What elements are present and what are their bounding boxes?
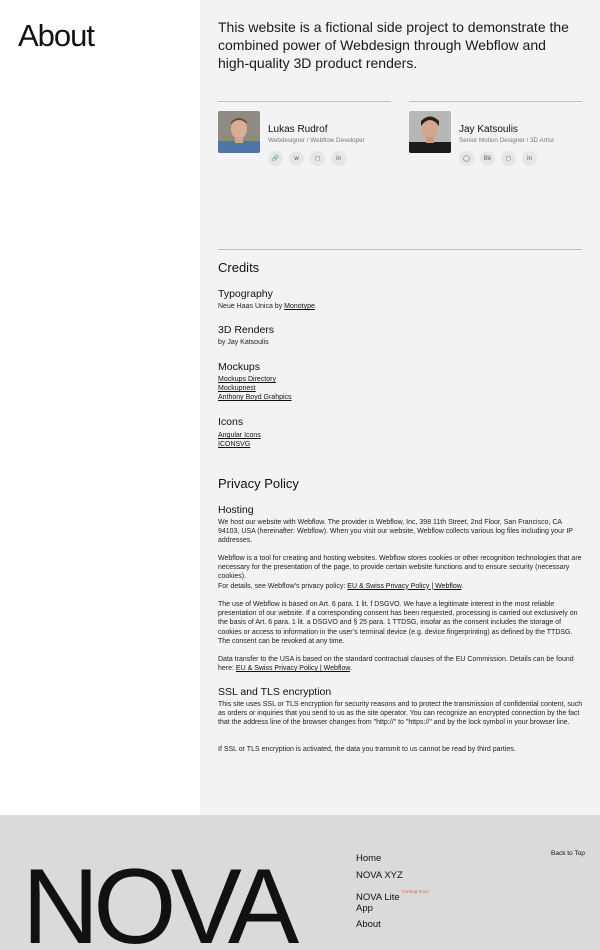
intro-text: This website is a fictional side project to demonstrate the combined power of Webdesign through Webflow and high-quality 3D product renders. [218, 19, 569, 72]
privacy-heading: Privacy Policy [218, 476, 299, 491]
member-name: Lukas Rudrof [268, 124, 328, 135]
renders-heading: 3D Renders [218, 324, 275, 336]
behance-icon[interactable]: Bē [480, 151, 495, 166]
footer-nav [356, 851, 429, 934]
section-divider [218, 249, 582, 250]
hosting-p2-text: Webflow is a tool for creating and hosting websites. Webflow stores cookies or other recognition technologies that are necessary for the presentation of the page, to provide certain website functions and to ensure security (necessary cookies). [218, 555, 582, 581]
hosting-paragraph-3: The use of Webflow is based on Art. 6 para. 1 lit. f DSGVO. We have a legitimate interest in the most reliable presentation of our website. If a corresponding consent has been requested, processing is carried out exclusively on the basis of Art. 6 para. 1 lit. a DSGVO and § 25 para. 1 TTDSG, insofar as the consent includes the storage of cookies or access to information in the user’s terminal device (e.g. device fingerprinting) as defined by the TTDSG. The consent can be revoked at any time. [218, 601, 578, 645]
left-column [0, 0, 200, 815]
icons-links [218, 431, 261, 449]
hosting-heading: Hosting [218, 504, 254, 516]
dribbble-icon[interactable]: ◯ [459, 151, 474, 166]
team-member-card [218, 101, 391, 162]
social-links [268, 151, 346, 166]
nav-about[interactable]: About [356, 919, 381, 930]
ssl-paragraph-2: If SSL or TLS encryption is activated, the data you transmit to us cannot be read by third parties. [218, 746, 516, 753]
mockups-heading: Mockups [218, 361, 261, 373]
nav-nova-lite-row [356, 884, 429, 901]
member-role: Webdesigner / Webflow Developer [268, 137, 365, 144]
member-name: Jay Katsoulis [459, 124, 518, 135]
renders-credit: by Jay Katsoulis [218, 339, 269, 346]
footer [0, 815, 600, 950]
team-member-card [409, 101, 582, 162]
webflow-privacy-link-2[interactable]: EU & Swiss Privacy Policy | Webflow [235, 665, 351, 673]
webflow-icon[interactable]: w [289, 151, 304, 166]
brand-wordmark: NOVA [22, 846, 294, 950]
coming-soon-badge: Coming Soon [401, 889, 429, 894]
typography-text: Neue Haas Unica by [218, 303, 285, 310]
linkedin-icon[interactable]: in [522, 151, 537, 166]
icons-heading: Icons [218, 416, 244, 428]
hosting-paragraph-4: Data transfer to the USA is based on the standard contractual clauses of the EU Commission. Details can be found here: EU & Swiss Privacy Policy | Webflow. [218, 656, 574, 673]
instagram-icon[interactable]: ◻ [310, 151, 325, 166]
right-column [200, 0, 600, 815]
page-title: About [18, 18, 95, 53]
typography-suffix: . [314, 303, 317, 310]
credits-heading: Credits [218, 260, 260, 275]
hosting-paragraph-2: Webflow is a tool for creating and hosting websites. Webflow stores cookies or other recognition technologies that are necessary for the presentation of the page, to provide certain website functions and to ensure security (necessary cookies). For details, see Webflow’s privacy policy: EU & Swiss Privacy Policy | Webflow. [218, 555, 582, 590]
linkedin-icon[interactable]: in [331, 151, 346, 166]
anthony-boyd-link[interactable]: Anthony Boyd Grahpics [218, 394, 292, 402]
iconsvg-link[interactable]: ICONSVG [218, 441, 251, 449]
avatar [409, 111, 451, 153]
mockups-links [218, 375, 292, 403]
link-icon[interactable]: 🔗 [268, 151, 283, 166]
mockups-directory-link[interactable]: Mockups Directory [218, 376, 276, 383]
nav-home[interactable]: Home [356, 853, 382, 864]
monotype-link[interactable]: Monotype [284, 303, 315, 310]
ssl-heading: SSL and TLS encryption [218, 686, 332, 698]
nav-app[interactable]: App [356, 902, 373, 914]
hosting-p4-text: Data transfer to the USA is based on the standard contractual clauses of the EU Commission. Details can be found here: [218, 656, 574, 673]
social-links [459, 151, 537, 166]
angular-icons-link[interactable]: Angular Icons [218, 432, 261, 439]
back-to-top-link[interactable]: Back to Top [551, 850, 585, 857]
instagram-icon[interactable]: ◻ [501, 151, 516, 166]
member-role: Senior Motion Designer / 3D Artist [459, 137, 554, 144]
webflow-privacy-link[interactable]: EU & Swiss Privacy Policy | Webflow [347, 582, 462, 590]
mockupnest-link[interactable]: Mockupnest [218, 385, 256, 393]
nav-nova-lite[interactable]: NOVA Lite [356, 892, 400, 903]
avatar [218, 111, 260, 153]
typography-heading: Typography [218, 288, 273, 300]
hosting-paragraph-1: We host our website with Webflow. The provider is Webflow, Inc, 398 11th Street, 2nd Floor, San Francisco, CA 94103, USA (hereinafter: Webflow). When you visit our website, Webflow collects various log files including your IP addresses. [218, 519, 573, 545]
hosting-p2-details: For details, see Webflow’s privacy policy: [218, 582, 348, 590]
typography-credit [218, 302, 317, 311]
ssl-paragraph-1: This site uses SSL or TLS encryption for security reasons and to protect the transmission of confidential content, such as orders or inquiries that you send to us as the site operator. You can recognize an encrypted connection by the fact that the address line of the browser changes from "http://" to "https://" and by the lock symbol in your browser line. [218, 701, 583, 727]
nav-nova-xyz[interactable]: NOVA XYZ [356, 869, 403, 881]
